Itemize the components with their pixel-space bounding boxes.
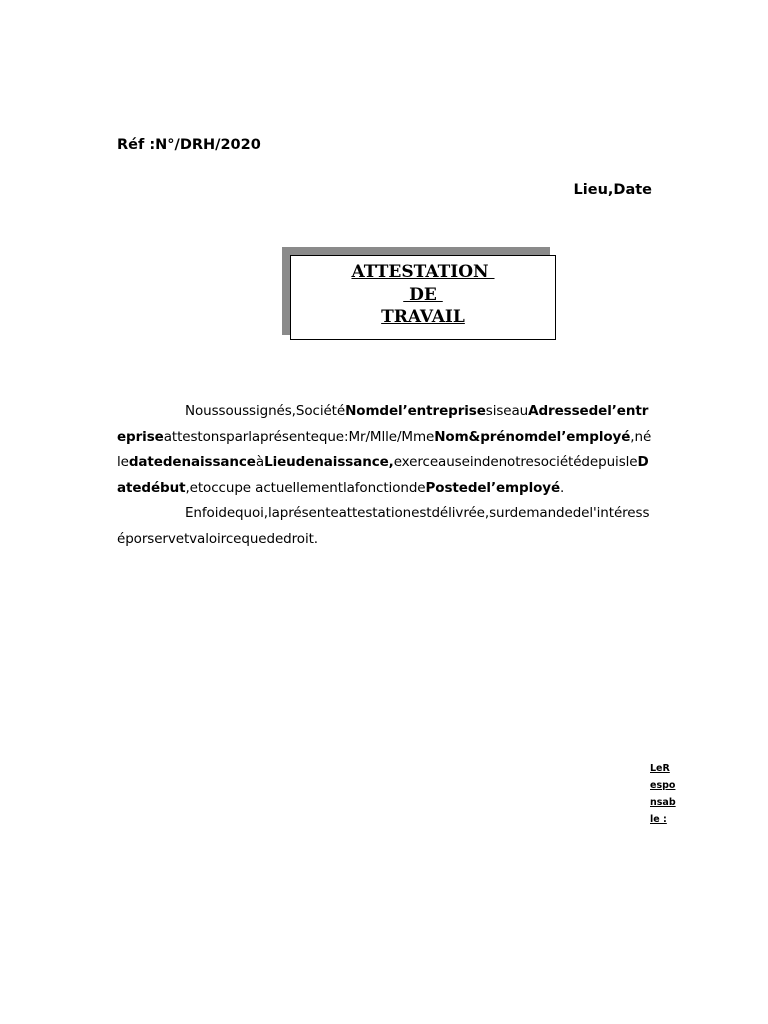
title-line-3: TRAVAIL	[381, 307, 465, 327]
text-segment: attestonsparlaprésenteque:Mr/Mlle/Mme	[163, 428, 435, 445]
birth-place-placeholder: Lieudenaissance,	[264, 454, 394, 470]
birth-date-placeholder: datedenaissance	[128, 454, 256, 470]
place-and-date: Lieu,Date	[573, 182, 652, 198]
job-title-placeholder: Postedel’employé	[425, 479, 561, 496]
start-date-placeholder: Datedébut	[117, 454, 649, 496]
text-segment: exerceauseindenotresociétédepuisle	[393, 454, 638, 470]
text-segment: à	[255, 454, 265, 470]
title-line-1: ATTESTATION	[351, 262, 495, 282]
text-segment: siseau	[485, 403, 529, 419]
attestation-paragraph-2	[117, 501, 652, 552]
document-title	[290, 255, 556, 340]
closing-text: Enfoidequoi,laprésenteattestationestdélivrée,surdemandedel'intéresséporservetvaloircequededroit.	[117, 505, 650, 547]
text-segment: Noussoussignés,Société	[185, 403, 346, 419]
signature-label: LeResponsable :	[650, 763, 676, 825]
employee-name-placeholder: Nom&prénomdel’employé	[434, 428, 631, 445]
attestation-paragraph-1	[117, 399, 652, 501]
attestation-body	[117, 399, 652, 552]
company-name-placeholder: Nomdel’entreprise	[345, 403, 486, 419]
reference-number: Réf :N°/DRH/2020	[117, 137, 261, 153]
title-line-2: DE	[403, 284, 443, 305]
text-segment: ,néle	[117, 428, 652, 470]
text-segment: .	[560, 479, 565, 496]
text-segment: ,etoccupe actuellementlafonctionde	[185, 479, 426, 496]
company-address-placeholder: Adressedel’entreprise	[117, 403, 649, 445]
